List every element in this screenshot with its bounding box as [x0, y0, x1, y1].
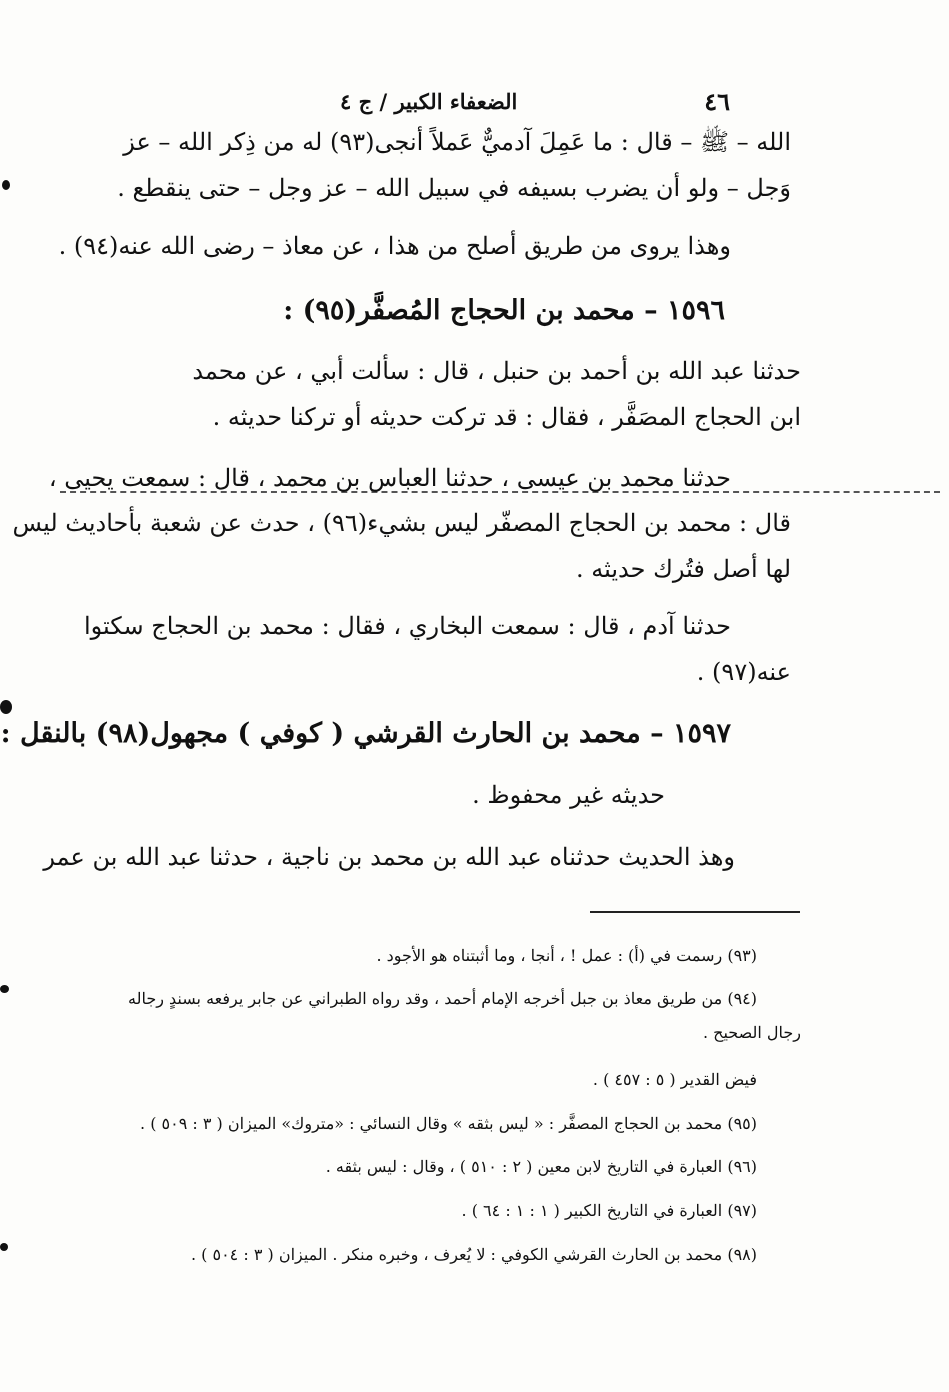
- footnote-94: [128, 985, 757, 1013]
- binding-hole-mark: [2, 180, 10, 190]
- binding-hole-mark: [0, 1243, 8, 1251]
- text-line: حديثه غير محفوظ .: [472, 781, 665, 809]
- footnote-93: [376, 942, 757, 970]
- text-line: ابن الحجاج المصَفَّر ، فقال : قد تركت حديثه أو تركنا حديثه .: [212, 403, 801, 431]
- footnote-94-ref: [593, 1066, 757, 1094]
- footnote-96: [326, 1153, 757, 1181]
- paragraph-muadh: [59, 223, 731, 269]
- running-title: الضعفاء الكبير / ج ٤: [340, 88, 518, 114]
- text-line: الله – ﷺ – قال : ما عَمِلَ آدميٌّ عَملاً أنجى(٩٣) له من ذِكر الله – عز: [123, 128, 791, 156]
- paragraph-yahya-cont: [12, 500, 791, 592]
- text-line: وهذا يروى من طريق أصلح من هذا ، عن معاذ – رضى الله عنه(٩٤) .: [58, 232, 731, 260]
- footnote-94-cont: [703, 1019, 801, 1047]
- footnote-line: فيض القدير ( ٥ : ٤٥٧ ) .: [592, 1070, 757, 1089]
- paragraph-yahya: [49, 455, 731, 501]
- footnote-98: [191, 1241, 757, 1269]
- entry-heading-1596: ١٥٩٦ – محمد بن الحجاج المُصفَّر(٩٥) :: [283, 295, 725, 326]
- page-number: ٤٦: [704, 86, 730, 116]
- footnote-97: [462, 1197, 757, 1225]
- text-line: حدثنا آدم ، قال : سمعت البخاري ، فقال : محمد بن الحجاج سكتوا: [83, 612, 731, 640]
- paragraph-hadith-dhikr: [117, 119, 791, 211]
- footnote-line: رجال الصحيح .: [702, 1023, 801, 1042]
- footnote-line: (٩٨) محمد بن الحارث القرشي الكوفي : لا يُعرف ، وخبره منكر . الميزان ( ٣ : ٥٠٤ ) .: [190, 1245, 757, 1264]
- footnote-separator: [590, 911, 800, 913]
- footnote-line: (٩٣) رسمت في (أ) : عمل ! ، أنجا ، وما أثبتناه هو الأجود .: [376, 946, 757, 965]
- text-line: قال : محمد بن الحجاج المصفّر ليس بشيء(٩٦) ، حدث عن شعبة بأحاديث ليس: [12, 509, 791, 537]
- paragraph-hadith-chain: [43, 834, 735, 880]
- footnote-line: (٩٧) العبارة في التاريخ الكبير ( ١ : ١ : ٦٤ ) .: [461, 1201, 757, 1220]
- paragraph-ahmad: [192, 348, 801, 440]
- footnote-95: [140, 1110, 757, 1138]
- paragraph-not-preserved: [472, 772, 665, 818]
- paragraph-bukhari-cont: [697, 649, 791, 695]
- footnote-line: (٩٦) العبارة في التاريخ لابن معين ( ٢ : ٥١٠ ) ، وقال : ليس بثقه .: [325, 1157, 757, 1176]
- text-line: حدثنا عبد الله بن أحمد بن حنبل ، قال : سألت أبي ، عن محمد: [192, 357, 801, 385]
- text-line: عنه(٩٧) .: [696, 658, 791, 686]
- page-header: [340, 84, 730, 118]
- binding-hole-mark: [0, 985, 9, 993]
- binding-hole-mark: [0, 700, 12, 714]
- text-line: وهذ الحديث حدثناه عبد الله بن محمد بن ناجية ، حدثنا عبد الله بن عمر: [43, 843, 735, 871]
- footnote-line: (٩٤) من طريق معاذ بن جبل أخرجه الإمام أحمد ، وقد رواه الطبراني عن جابر يرفعه بسندٍ رجاله: [128, 989, 757, 1008]
- text-line: وَجل – ولو أن يضرب بسيفه في سبيل الله – عز وجل – حتى ينقطع .: [117, 174, 791, 202]
- text-line: حدثنا محمد بن عيسى ، حدثنا العباس بن محمد ، قال : سمعت يحيى ،: [48, 464, 731, 492]
- paragraph-bukhari: [84, 603, 731, 649]
- entry-heading-1597: ١٥٩٧ – محمد بن الحارث القرشي ( كوفي ) مجهول(٩٨) بالنقل :: [0, 718, 731, 749]
- text-line: لها أصل فتُرك حديثه .: [575, 555, 791, 583]
- footnote-line: (٩٥) محمد بن الحجاج المصفَّر : « ليس بثقه » وقال النسائي : «متروك» الميزان ( ٣ : ٥٠٩ ) .: [140, 1114, 757, 1133]
